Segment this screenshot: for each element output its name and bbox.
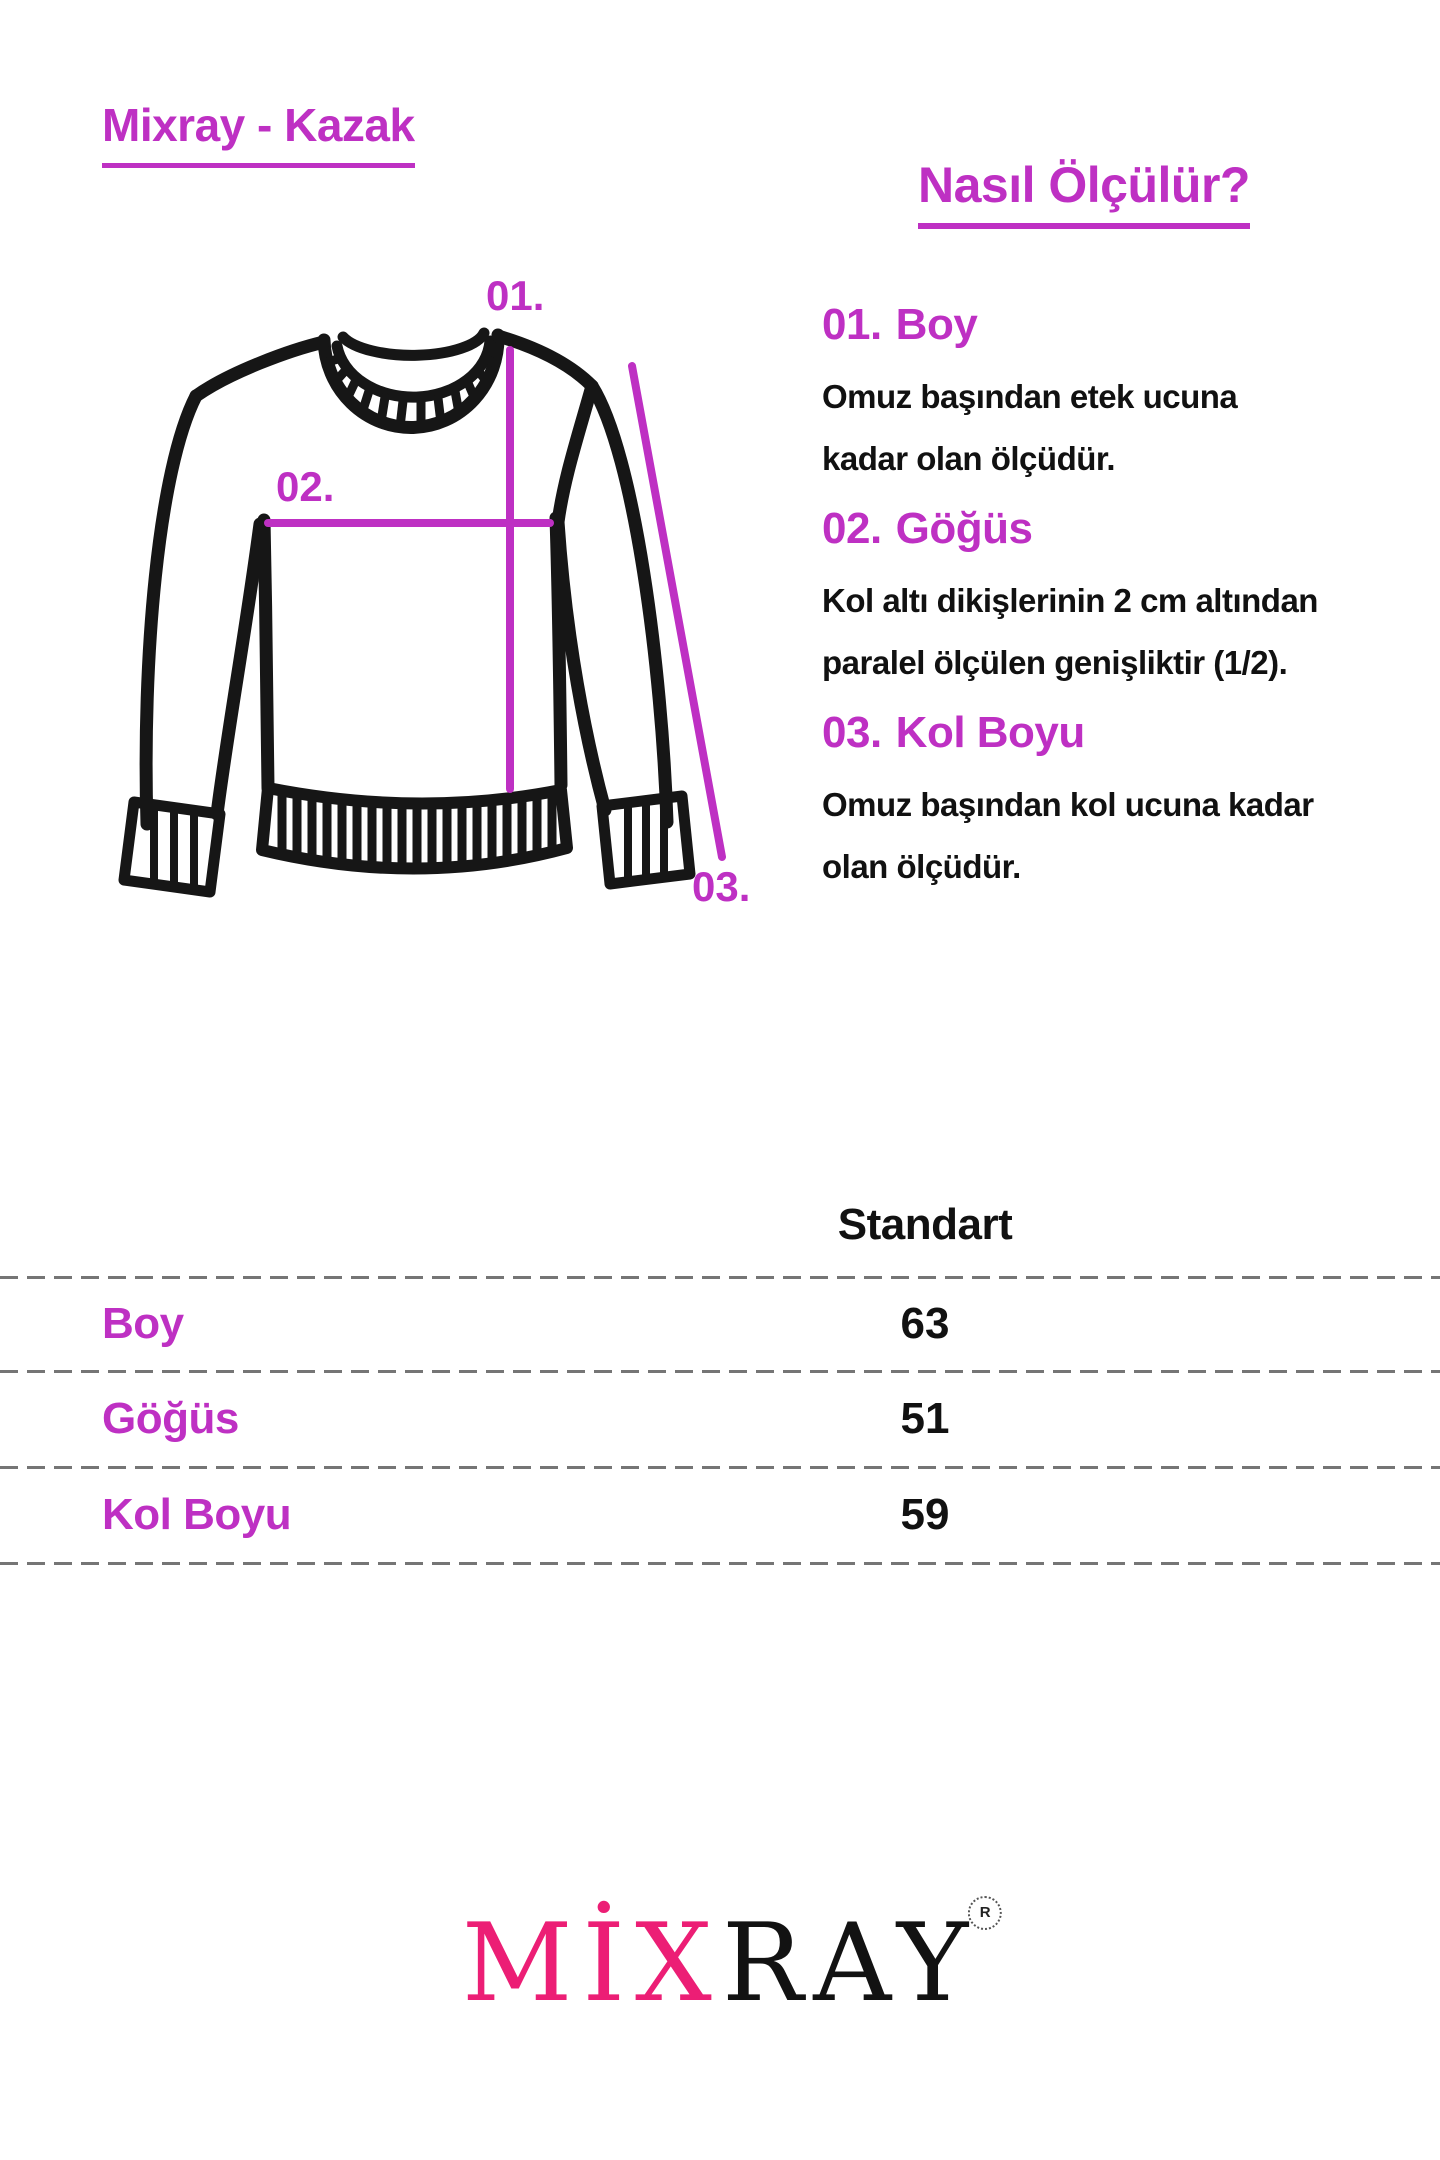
measure-section-boy <box>822 300 1422 490</box>
table-row-label: Kol Boyu <box>102 1490 292 1539</box>
brand-logo <box>461 1901 991 2026</box>
table-row-value: 63 <box>900 1299 950 1348</box>
table-row-label: Boy <box>102 1299 184 1348</box>
measure-section-kol-boyu <box>822 708 1422 898</box>
how-to-heading: Nasıl Ölçülür? <box>918 158 1250 229</box>
description-line: Kol altı dikişlerinin 2 cm altından <box>822 582 1318 619</box>
table-divider <box>0 1466 1440 1469</box>
section-name: Boy <box>895 300 978 349</box>
logo-text-ray: RAY <box>721 1901 979 2026</box>
registered-trademark-icon: R <box>968 1896 1002 1930</box>
measure-label-02: 02. <box>276 463 335 510</box>
table-row-label: Göğüs <box>102 1394 239 1443</box>
table-row-value: 59 <box>900 1490 950 1539</box>
sweater-diagram <box>90 240 790 940</box>
description-line: kadar olan ölçüdür. <box>822 440 1116 477</box>
table-divider <box>0 1276 1440 1279</box>
sweater-drawing-icon <box>90 240 790 940</box>
section-number: 01. <box>822 300 882 349</box>
measure-section-gogus <box>822 504 1422 694</box>
description-line: Omuz başından etek ucuna <box>822 378 1238 415</box>
how-to-sections <box>822 300 1422 912</box>
section-description <box>822 570 1422 694</box>
logo-text-mix: MİX <box>461 1901 722 2026</box>
measure-label-01: 01. <box>486 272 545 319</box>
section-name: Kol Boyu <box>895 708 1085 757</box>
section-number: 02. <box>822 504 882 553</box>
section-name: Göğüs <box>895 504 1033 553</box>
section-title <box>822 708 1422 758</box>
section-title <box>822 504 1422 554</box>
section-number: 03. <box>822 708 882 757</box>
section-description <box>822 366 1422 490</box>
measure-label-03: 03. <box>692 863 751 910</box>
section-title <box>822 300 1422 350</box>
description-line: olan ölçüdür. <box>822 848 1021 885</box>
table-divider <box>0 1562 1440 1565</box>
table-row-value: 51 <box>900 1394 950 1443</box>
description-line: paralel ölçülen genişliktir (1/2). <box>822 644 1288 681</box>
section-description <box>822 774 1422 898</box>
page-title: Mixray - Kazak <box>102 100 415 168</box>
description-line: Omuz başından kol ucuna kadar <box>822 786 1314 823</box>
table-divider <box>0 1370 1440 1373</box>
size-column-header: Standart <box>837 1200 1013 1249</box>
